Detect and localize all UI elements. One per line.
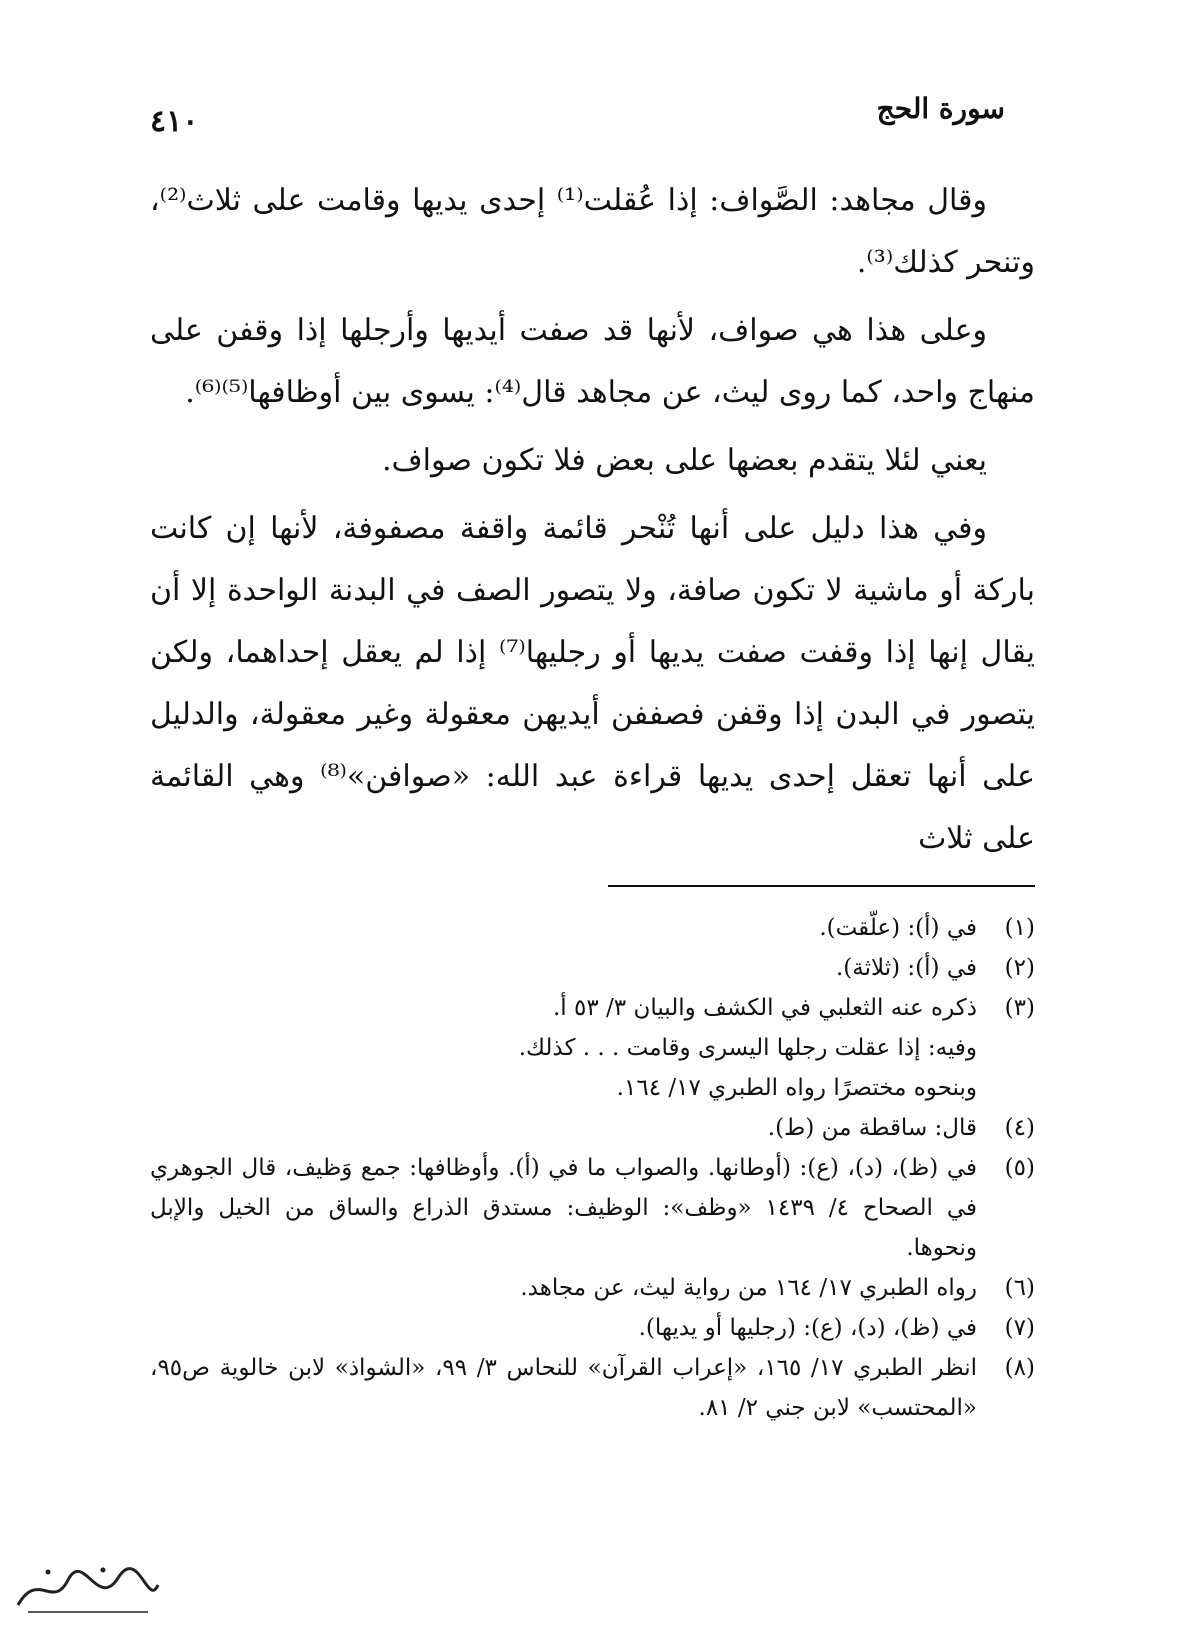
footnote (150, 948, 1035, 988)
main-text (150, 170, 1035, 870)
footnote-line: انظر الطبري ١٧/ ١٦٥، «إعراب القرآن» للنحاس ٣/ ٩٩، «الشواذ» لابن خالوية ص٩٥، «المحتسب» لابن جني ٢/ ٨١. (150, 1355, 978, 1421)
footnote (150, 1308, 1035, 1348)
footnote-number: (٧) (1004, 1315, 1035, 1341)
footnote-line: في (ظ)، (د)، (ع): (أوطانها. والصواب ما في (أ). وأوظافها: جمع وَظيف، قال الجوهري في الصحاح ٤/ ١٤٣٩ «وظف»: الوظيف: مستدق الذراع والساق من الخيل والإبل ونحوها. (150, 1155, 977, 1261)
footnote-separator (608, 885, 1035, 887)
page-number: ٤١٠ (150, 104, 199, 139)
footnote (150, 908, 1035, 948)
footnote-line: في (أ): (ثلاثة). (836, 955, 977, 981)
footnote (150, 988, 1035, 1108)
footnote-number: (٦) (1004, 1275, 1035, 1301)
paragraph: وقال مجاهد: الصَّواف: إذا عُقلت⁽¹⁾ إحدى يديها وقامت على ثلاث⁽²⁾، وتنحر كذلك⁽³⁾. (150, 183, 1035, 280)
page-header (150, 92, 1035, 142)
surah-title: سورة الحج (876, 92, 1005, 125)
footnote-number: (٤) (1004, 1115, 1035, 1141)
footnote-line: في (أ): (علّقت). (819, 915, 977, 941)
watermark-logo (8, 1560, 168, 1620)
footnote (150, 1348, 1035, 1428)
paragraph: وفي هذا دليل على أنها تُنْحر قائمة واقفة مصفوفة، لأنها إن كانت باركة أو ماشية لا تكون صافة، ولا يتصور الصف في البدنة الواحدة إلا أن يقال إنها إذا وقفت صفت يديها أو رجليها⁽⁷⁾ إذا لم يعقل إحداهما، ولكن يتصور في البدن إذا وقفن فصففن أيديهن معقولة وغير معقولة، والدليل على أنها تعقل إحدى يديها قراءة عبد الله: «صوافن»⁽⁸⁾ وهي القائمة على ثلاث (150, 511, 1035, 856)
footnotes (150, 908, 1035, 1428)
footnote (150, 1268, 1035, 1308)
footnote-number: (١) (1004, 915, 1035, 941)
footnote (150, 1148, 1035, 1268)
paragraph: وعلى هذا هي صواف، لأنها قد صفت أيديها وأرجلها إذا وقفن على منهاج واحد، كما روى ليث، عن مجاهد قال⁽⁴⁾: يسوى بين أوظافها⁽⁵⁾⁽⁶⁾. (150, 313, 1035, 410)
footnote-number: (٢) (1004, 955, 1035, 981)
footnote-number: (٨) (1004, 1355, 1035, 1381)
footnote-line: في (ظ)، (د)، (ع): (رجليها أو يديها). (638, 1315, 977, 1341)
paragraph: يعني لئلا يتقدم بعضها على بعض فلا تكون صواف. (381, 443, 987, 478)
footnote-number: (٣) (1004, 995, 1035, 1021)
calligraphy-logo-icon (8, 1560, 168, 1620)
footnote-line: قال: ساقطة من (ط). (767, 1115, 977, 1141)
footnote-line: وفيه: إذا عقلت رجلها اليسرى وقامت . . . كذلك. (518, 1035, 977, 1061)
footnote-line: رواه الطبري ١٧/ ١٦٤ من رواية ليث، عن مجاهد. (520, 1275, 977, 1301)
footnote-number: (٥) (1004, 1155, 1035, 1181)
footnote (150, 1108, 1035, 1148)
footnote-line: ذكره عنه الثعلبي في الكشف والبيان ٣/ ٥٣ أ. (553, 995, 977, 1021)
footnote-line: وبنحوه مختصرًا رواه الطبري ١٧/ ١٦٤. (616, 1075, 977, 1101)
